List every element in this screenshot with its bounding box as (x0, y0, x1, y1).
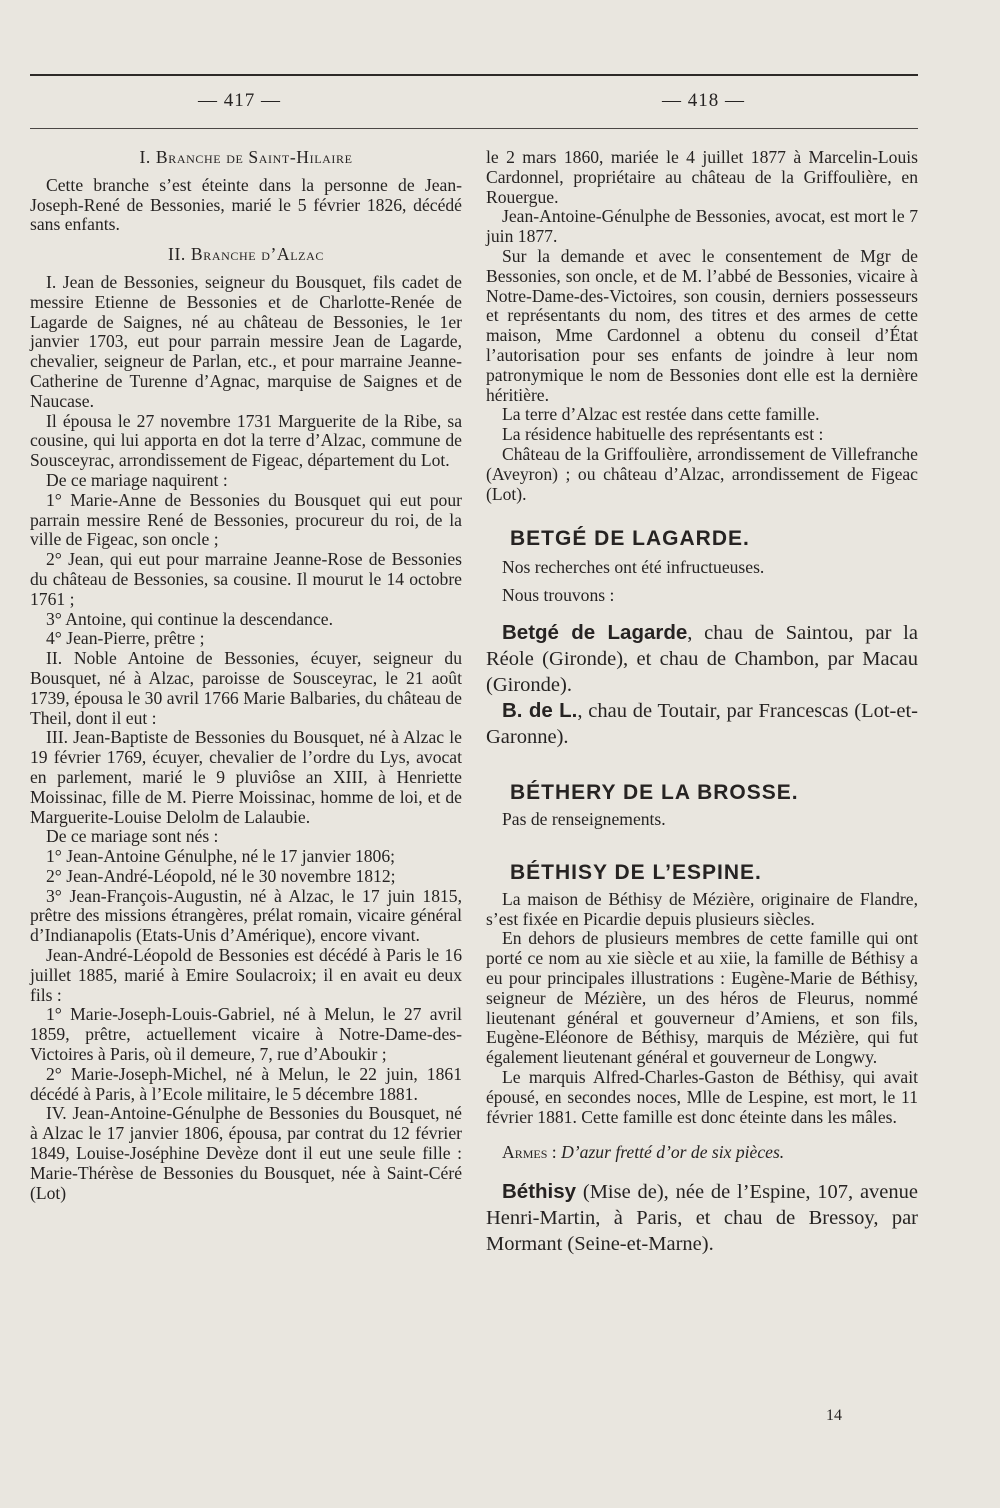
paragraph: le 2 mars 1860, mariée le 4 juillet 1877 à Marcelin-Louis Cardonnel, propriétaire au château de la Griffoulière, en Rouergue. (486, 147, 918, 207)
paragraph: I. Jean de Bessonies, seigneur du Bousquet, fils cadet de messire Etienne de Bessonies et de Charlotte-Renée de Lagarde de Saignes, né au château de Bessonies, le 1er janvier 1703, eut pour parrain messire Jean de Lagarde, chevalier, seigneur de Parlan, etc., et pour marraine Jeanne-Catherine de Turenne d’Agnac, marquise de Saignes et de Naucase. (30, 271, 462, 411)
section-title-saint-hilaire: I. Branche de Saint-Hilaire (139, 147, 353, 167)
paragraph: Le marquis Alfred-Charles-Gaston de Béthisy, qui avait épousé, en secondes noces, Mlle de Lespine, est mort, le 11 février 1881. Cette famille est donc éteinte dans les mâles. (486, 1066, 918, 1127)
paragraph: Sur la demande et avec le consentement de Mgr de Bessonies, son oncle, et de M. l’abbé de Bessonies, vicaire à Notre-Dame-des-Victoires, son cousin, derniers possesseurs et représentants du nom, des titres et des armes de cette maison, Mme Cardonnel a obtenu du conseil d’État l’autorisation pour ses enfants de joindre à leur nom patronymique le nom de Bessonies dont elle est la dernière héritière. (486, 245, 918, 405)
paragraph: II. Noble Antoine de Bessonies, écuyer, seigneur du Bousquet, né à Alzac, paroisse de Sousceyrac, le 21 août 1739, épousa le 30 avril 1766 Marie Balbaries, du château de Theil, dont il eut : (30, 648, 462, 728)
page-number-left: — 417 — (198, 90, 281, 111)
paragraph: De ce mariage sont nés : (46, 826, 219, 847)
paragraph: Château de la Griffoulière, arrondissement de Villefranche (Aveyron) ; ou château d’Alzac, arrondissement de Figeac (Lot). (486, 443, 918, 504)
left-column (30, 148, 462, 1203)
paragraph: La maison de Béthisy de Mézière, originaire de Flandre, s’est fixée en Picardie depuis plusieurs siècles. (486, 888, 918, 929)
paragraph: Cette branche s’est éteinte dans la personne de Jean-Joseph-René de Bessonies, marié le 5 février 1826, décédé sans enfants. (30, 174, 462, 235)
top-rule (30, 74, 918, 76)
entry-betge-de-lagarde (486, 620, 918, 698)
heading-betge-de-lagarde: BETGÉ DE LAGARDE. (510, 527, 750, 551)
entry-text: , chau de Toutair, par Francescas (Lot-et-Garonne). (486, 699, 918, 748)
entry-b-de-l (486, 698, 918, 750)
paragraph: 3° Antoine, qui continue la descendance. (46, 608, 333, 629)
heading-bethery-de-la-brosse: BÉTHERY DE LA BROSSE. (510, 780, 799, 804)
paragraph: 1° Marie-Joseph-Louis-Gabriel, né à Melun, le 27 avril 1859, prêtre, actuellement vicaire à Notre-Dame-des-Victoires à Paris, où il demeure, 7, rue d’Aboukir ; (30, 1004, 462, 1065)
page-number-right: — 418 — (662, 90, 745, 111)
heading-bethisy-de-lespine: BÉTHISY DE L’ESPINE. (510, 860, 762, 884)
paragraph: III. Jean-Baptiste de Bessonies du Bousquet, né à Alzac le 19 février 1769, écuyer, chevalier de l’ordre du Lys, avocat en parlement, marié le 9 pluviôse an XIII, à Henriette Moissinac, fille de M. Pierre Moissinac, homme de loi, et de Marguerite-Louise Delolm de Lalaubie. (30, 727, 462, 827)
paragraph: Nous trouvons : (502, 585, 615, 606)
paragraph: Pas de renseignements. (502, 808, 666, 829)
entry-name: Béthisy (502, 1180, 577, 1204)
arms-line (486, 1143, 918, 1163)
section-title-alzac: II. Branche d’Alzac (168, 244, 324, 265)
paragraph: 4° Jean-Pierre, prêtre ; (46, 628, 205, 649)
paragraph: IV. Jean-Antoine-Génulphe de Bessonies du Bousquet, né à Alzac le 17 janvier 1806, épousa, par contrat du 12 février 1849, Louise-Joséphine Devèze dont il eut une seule fille : Marie-Thérèse de Bessonies du Bousquet, née à Saint-Céré (Lot) (30, 1103, 462, 1203)
paragraph: Il épousa le 27 novembre 1731 Marguerite de la Ribe, sa cousine, qui lui apporta en dot la terre d’Alzac, commune de Sousceyrac, arrondissement de Figeac, département du Lot. (30, 410, 462, 471)
right-column (486, 148, 918, 1257)
paragraph: 1° Marie-Anne de Bessonies du Bousquet qui eut pour parrain messire René de Bessonies, procureur du roi, de la ville de Figeac, son oncle ; (30, 489, 462, 550)
paragraph: Jean-Antoine-Génulphe de Bessonies, avocat, est mort le 7 juin 1877. (486, 206, 918, 247)
paragraph: 2° Marie-Joseph-Michel, né à Melun, le 22 juin, 1861 décédé à Paris, à l’Ecole militaire, le 5 décembre 1881. (30, 1063, 462, 1104)
folio-number: 14 (826, 1407, 842, 1424)
paragraph: Jean-André-Léopold de Bessonies est décédé à Paris le 16 juillet 1885, marié à Emire Soulacroix; il en avait eu deux fils : (30, 945, 462, 1005)
entry-bethisy (486, 1179, 918, 1257)
paragraph: 1° Jean-Antoine Génulphe, né le 17 janvier 1806; (46, 846, 396, 867)
arms-text: D’azur fretté d’or de six pièces. (561, 1142, 785, 1163)
paragraph: La résidence habituelle des représentants est : (502, 424, 824, 445)
arms-label: Armes : (502, 1142, 557, 1163)
paragraph: En dehors de plusieurs membres de cette famille qui ont porté ce nom au xie siècle et au xiie, la famille de Béthisy a eu pour principales illustrations : Eugène-Marie de Béthisy, seigneur de Mézière, un des héros de Fleurus, nommé lieutenant général et gouverneur d’Amiens, et son fils, Eugène-Eléonore de Béthisy, marquis de Mézière, qui fut également lieutenant général et gouverneur de Longwy. (486, 928, 918, 1068)
entry-name: Betgé de Lagarde (502, 620, 688, 644)
entry-text: (Mise de), née de l’Espine, 107, avenue Henri-Martin, à Paris, et chau de Bressoy, par Mormant (Seine-et-Marne). (486, 1181, 918, 1256)
entry-name: B. de L. (502, 698, 578, 722)
entry-text: , chau de Saintou, par la Réole (Gironde), et chau de Chambon, par Macau (Gironde). (486, 621, 918, 696)
paragraph: 2° Jean-André-Léopold, né le 30 novembre 1812; (46, 865, 396, 886)
paragraph: De ce mariage naquirent : (46, 469, 228, 490)
paragraph: 3° Jean-François-Augustin, né à Alzac, le 17 juin 1815, prêtre des missions étrangères, prélat romain, vicaire général d’Indianapolis (Etats-Unis d’Amérique), encore vivant. (30, 885, 462, 946)
paragraph: 2° Jean, qui eut pour marraine Jeanne-Rose de Bessonies du château de Bessonies, sa cousine. Il mourut le 14 octobre 1761 ; (30, 549, 462, 609)
paragraph: Nos recherches ont été infructueuses. (502, 557, 765, 578)
paragraph: La terre d’Alzac est restée dans cette famille. (502, 404, 820, 425)
header-rule (30, 128, 918, 129)
